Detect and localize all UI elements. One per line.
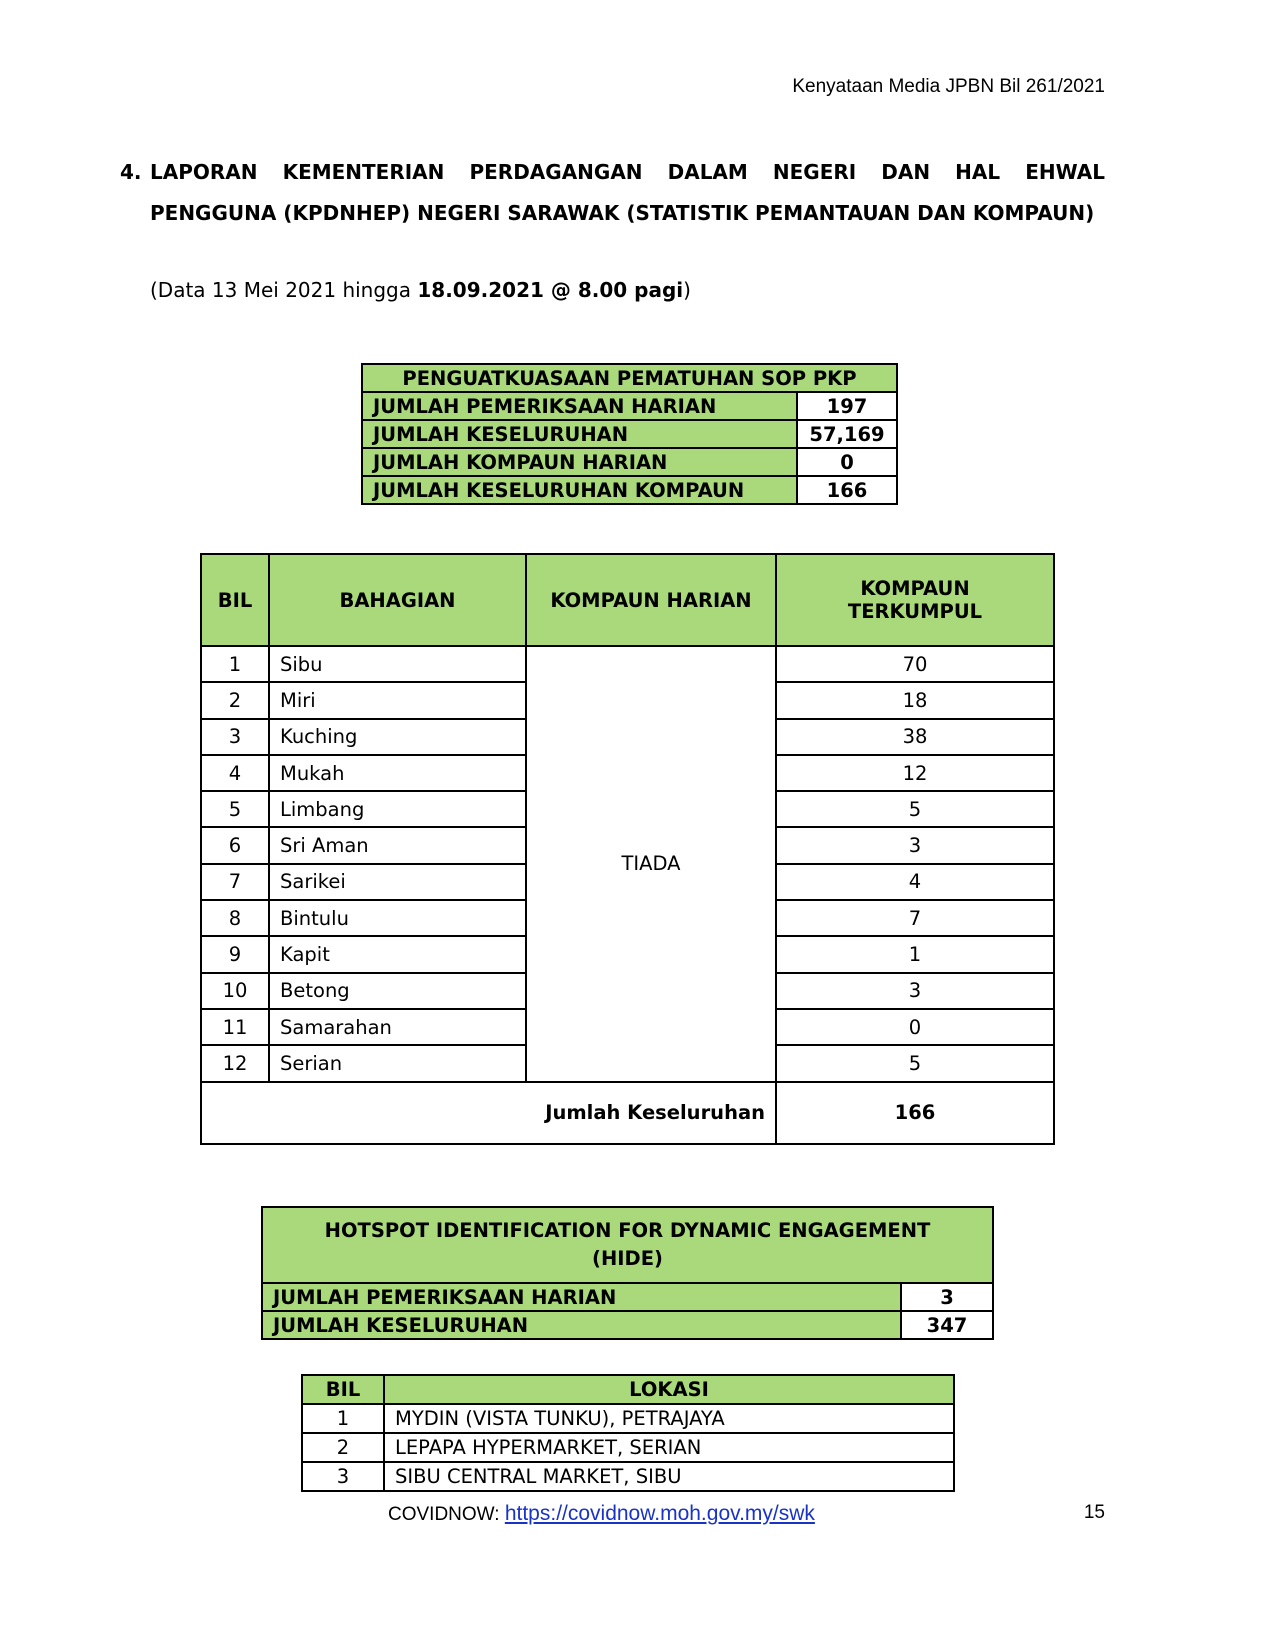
table-row bbox=[262, 1283, 993, 1311]
header-kompaun-harian: KOMPAUN HARIAN bbox=[526, 554, 776, 646]
table-row bbox=[262, 1311, 993, 1339]
table-total-row bbox=[201, 1082, 1054, 1144]
row-value: 0 bbox=[797, 448, 897, 476]
cell-lokasi: MYDIN (VISTA TUNKU), PETRAJAYA bbox=[384, 1404, 954, 1433]
table-header-row bbox=[201, 554, 1054, 646]
page-number: 15 bbox=[1083, 1502, 1105, 1523]
header-bil: BIL bbox=[302, 1375, 384, 1404]
cell-bahagian: Miri bbox=[269, 682, 526, 718]
cell-bahagian: Bintulu bbox=[269, 900, 526, 936]
cell-bahagian: Sri Aman bbox=[269, 827, 526, 863]
cell-kompaun-harian: TIADA bbox=[526, 646, 776, 1082]
cell-kompaun-terkumpul: 12 bbox=[776, 755, 1054, 791]
cell-kompaun-terkumpul: 4 bbox=[776, 864, 1054, 900]
cell-bahagian: Limbang bbox=[269, 791, 526, 827]
table-row bbox=[302, 1404, 954, 1433]
cell-bahagian: Sarikei bbox=[269, 864, 526, 900]
document-reference: Kenyataan Media JPBN Bil 261/2021 bbox=[792, 76, 1105, 97]
row-label: JUMLAH KOMPAUN HARIAN bbox=[362, 448, 797, 476]
subtitle-suffix: ) bbox=[683, 278, 691, 302]
footer-label: COVIDNOW: bbox=[388, 1504, 505, 1525]
table-row bbox=[362, 364, 897, 392]
cell-bahagian: Samarahan bbox=[269, 1009, 526, 1045]
cell-bil: 9 bbox=[201, 936, 269, 972]
cell-lokasi: LEPAPA HYPERMARKET, SERIAN bbox=[384, 1433, 954, 1462]
cell-kompaun-terkumpul: 5 bbox=[776, 1045, 1054, 1081]
table-row bbox=[302, 1462, 954, 1491]
cell-bil: 10 bbox=[201, 973, 269, 1009]
row-label: JUMLAH PEMERIKSAAN HARIAN bbox=[362, 392, 797, 420]
table-row bbox=[362, 392, 897, 420]
cell-bil: 6 bbox=[201, 827, 269, 863]
cell-kompaun-terkumpul: 7 bbox=[776, 900, 1054, 936]
table-row bbox=[262, 1207, 993, 1283]
cell-bil: 5 bbox=[201, 791, 269, 827]
section-title-text: LAPORAN KEMENTERIAN PERDAGANGAN DALAM NEGERI DAN HAL EHWAL PENGGUNA (KPDNHEP) NEGERI SARAWAK (STATISTIK PEMANTAUAN DAN KOMPAUN) bbox=[150, 160, 1105, 225]
cell-bahagian: Betong bbox=[269, 973, 526, 1009]
total-value: 166 bbox=[776, 1082, 1054, 1144]
cell-bahagian: Mukah bbox=[269, 755, 526, 791]
covidnow-link[interactable]: https://covidnow.moh.gov.my/swk bbox=[504, 1502, 815, 1525]
subtitle-prefix: (Data 13 Mei 2021 hingga bbox=[150, 278, 418, 302]
row-value: 166 bbox=[797, 476, 897, 504]
table-row bbox=[362, 420, 897, 448]
cell-bil: 3 bbox=[302, 1462, 384, 1491]
cell-kompaun-terkumpul: 3 bbox=[776, 827, 1054, 863]
section-number: 4. bbox=[120, 160, 142, 184]
sop-table-heading: PENGUATKUASAAN PEMATUHAN SOP PKP bbox=[362, 364, 897, 392]
cell-bil: 1 bbox=[201, 646, 269, 682]
cell-bahagian: Sibu bbox=[269, 646, 526, 682]
header-lokasi: LOKASI bbox=[384, 1375, 954, 1404]
cell-bil: 7 bbox=[201, 864, 269, 900]
row-label: JUMLAH KESELURUHAN bbox=[262, 1311, 901, 1339]
row-label: JUMLAH KESELURUHAN KOMPAUN bbox=[362, 476, 797, 504]
table-header-row bbox=[302, 1375, 954, 1404]
section-title bbox=[120, 152, 1105, 234]
cell-kompaun-terkumpul: 38 bbox=[776, 719, 1054, 755]
kompaun-table bbox=[200, 553, 1055, 1145]
cell-kompaun-terkumpul: 70 bbox=[776, 646, 1054, 682]
cell-bil: 8 bbox=[201, 900, 269, 936]
footer bbox=[388, 1502, 815, 1526]
sop-enforcement-table bbox=[361, 363, 898, 505]
cell-bil: 1 bbox=[302, 1404, 384, 1433]
section-subtitle bbox=[150, 278, 691, 302]
header-kompaun-terkumpul: KOMPAUN TERKUMPUL bbox=[776, 554, 1054, 646]
table-row bbox=[201, 646, 1054, 682]
header-bil: BIL bbox=[201, 554, 269, 646]
table-row bbox=[362, 448, 897, 476]
cell-bil: 11 bbox=[201, 1009, 269, 1045]
lokasi-table bbox=[301, 1374, 955, 1492]
cell-bil: 12 bbox=[201, 1045, 269, 1081]
cell-bil: 2 bbox=[302, 1433, 384, 1462]
cell-bahagian: Kuching bbox=[269, 719, 526, 755]
total-label: Jumlah Keseluruhan bbox=[201, 1082, 776, 1144]
row-value: 197 bbox=[797, 392, 897, 420]
cell-bil: 2 bbox=[201, 682, 269, 718]
table-row bbox=[302, 1433, 954, 1462]
cell-kompaun-terkumpul: 3 bbox=[776, 973, 1054, 1009]
cell-kompaun-terkumpul: 0 bbox=[776, 1009, 1054, 1045]
header-bahagian: BAHAGIAN bbox=[269, 554, 526, 646]
cell-kompaun-terkumpul: 18 bbox=[776, 682, 1054, 718]
cell-bil: 3 bbox=[201, 719, 269, 755]
table-row bbox=[362, 476, 897, 504]
row-label: JUMLAH KESELURUHAN bbox=[362, 420, 797, 448]
cell-kompaun-terkumpul: 5 bbox=[776, 791, 1054, 827]
cell-bil: 4 bbox=[201, 755, 269, 791]
cell-bahagian: Serian bbox=[269, 1045, 526, 1081]
row-label: JUMLAH PEMERIKSAAN HARIAN bbox=[262, 1283, 901, 1311]
row-value: 57,169 bbox=[797, 420, 897, 448]
cell-lokasi: SIBU CENTRAL MARKET, SIBU bbox=[384, 1462, 954, 1491]
hide-table-heading: HOTSPOT IDENTIFICATION FOR DYNAMIC ENGAGEMENT (HIDE) bbox=[262, 1207, 993, 1283]
cell-kompaun-terkumpul: 1 bbox=[776, 936, 1054, 972]
row-value: 347 bbox=[901, 1311, 993, 1339]
row-value: 3 bbox=[901, 1283, 993, 1311]
cell-bahagian: Kapit bbox=[269, 936, 526, 972]
subtitle-date: 18.09.2021 @ 8.00 pagi bbox=[417, 278, 684, 302]
hide-table bbox=[261, 1206, 994, 1340]
